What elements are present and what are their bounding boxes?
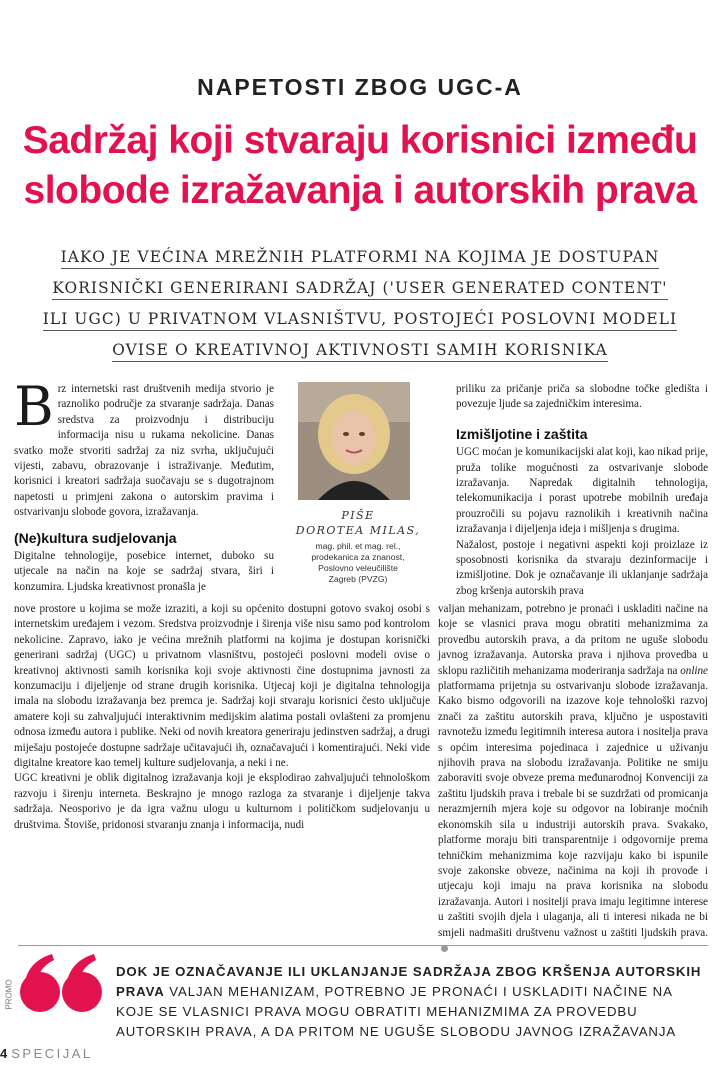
- kicker: NAPETOSTI ZBOG UGC-A: [197, 74, 523, 100]
- author-photo-illustration: [298, 382, 410, 500]
- deck-line-3: ILI UGC) U PRIVATNOM VLASNIŠTVU, POSTOJEĆI POSLOVNI MODELI: [43, 310, 677, 331]
- subhead-izmisljotine: Izmišljotine i zaštita: [456, 425, 588, 442]
- pullquote-bold: DOK JE OZNAČAVANJE ILI UKLANJANJE SADRŽAJA ZBOG KRŠENJA AUTORSKIH PRAVA: [116, 964, 702, 999]
- deck: [40, 242, 680, 366]
- author-photo: [298, 382, 410, 500]
- section1-wide-paragraph: nove prostore u kojima se može izraziti, a koji su općenito dostupni gotovo svakoj osobi s internetskim uređajem i vezom. Sredstva proizvodnje i širenja više nisu samo pod kontrolom nekolicine. Zapravo, iako je većina mrežnih platformi na kojima je dostupan korisnički generirani sadržaj (UGC) u privatnom vlasništvu, postojeći poslovni modeli ovise o kreativnoj aktivnosti samih korisnika koji svoje aktivnosti čine dostupnima javnosti za konzumaciju i dijeljenje od strane drugih korisnika. Utjecaj koji je digitalna tehnologija imala na slobodu izražavanja bez premca je. Sadržaj koji stvaraju korisnici često uključuje amatere koji su zahvaljujući interaktivnim medijskim alatima postali ovlašteni za promjenu odnosa između autora i publike. Neki od novih kreatora generiraju jedinstven sadržaj, a drugi miješaju postojeće dostupne sadržaje učitavajući ih, označavajući i komentirajući. Neki vide digitalne kreatore kao temelj kulture sudjelovanja, a neki i ne.: [14, 603, 430, 770]
- dropcap: B: [14, 375, 54, 438]
- section1-narrow: Digitalne tehnologije, posebice internet, duboko su utjecale na način na koje se sadržaj stvara, širi i konzumira. Ljudska kreativnost pronašla je: [14, 550, 274, 593]
- author-name: DOROTEA MILAS,: [295, 524, 421, 537]
- right-continuation: priliku za pričanje priča sa slobodne točke gledišta i povezuje ljude sa zajedničkim interesima.: [456, 383, 708, 411]
- right-paragraph-2: Nažalost, postoje i negativni aspekti koji proizlaze iz sposobnosti korisnika da stvaraju dezinformacije i izmišljotine. Dok je označavanje ili uklanjanje sadržaja zbog kršenja autorskih prava: [456, 538, 708, 597]
- deck-line-1: IAKO JE VEĆINA MREŽNIH PLATFORMI NA KOJIMA JE DOSTUPAN: [61, 248, 660, 269]
- section1-wide: [14, 602, 430, 833]
- right-wide: [438, 602, 708, 956]
- byline-label: PIŠE: [341, 509, 375, 522]
- subhead-nekultura: (Ne)kultura sudjelovanja: [14, 529, 177, 546]
- side-label: PROMO: [4, 979, 14, 1010]
- author-credentials: mag. phil. et mag. rel., prodekanica za znanost, Poslovno veleučilište Zagreb (PVZG): [311, 541, 405, 584]
- headline-line-2: slobode izražavanja i autorskih prava: [23, 169, 697, 212]
- intro-paragraph: Brz internetski rast društvenih medija stvorio je raznoliko područje za stvaranje sadržaja. Danas sredstva za proizvodnju i distribuciju informacija nisu u rukama nekolicine. Danas svatko može stvoriti sadržaj za niz svrha, uključujući vijesti, zabavu, obrazovanje i istraživanje. Međutim, korisnici i kreatori sadržaja suočavaju se s dugotrajnom napetosti u primjeni zakona o autorskim pravima i ostvarivanju slobode govora, izražavanja.: [14, 375, 274, 519]
- byline: [288, 508, 428, 585]
- pullquote-rest: VALJAN MEHANIZAM, POTREBNO JE PRONAĆI I USKLADITI NAČINE NA KOJE SE VLASNICI PRAVA MOGU OBRATITI MEHANIZMIMA ZA PROVEDBU AUTORSKIH PRAVA, A DA PRITOM NE UGUŠE SLOBODU JAVNOG IZRAŽAVANJA: [116, 984, 677, 1039]
- section-label: SPECIJAL: [11, 1046, 93, 1061]
- right-wide-paragraph: valjan mehanizam, potrebno je pronaći i uskladiti načine na koje se vlasnici prava mogu obratiti mehanizmima za provedbu autorskih prava, a da pritom ne uguše slobodu javnog izražavanja. Autorska prava i njihova provedba u sklopu različitih mehanizama moderiranja sadržaja na online platformama prijetnja su ostvarivanju slobode izražavanja. Kako bismo odgovorili na izazove koje tehnološki razvoj znači za zaštitu autorskih prava, ključno je uspostaviti ravnotežu između legitimnih interesa autora i nositelja prava s općim interesima pojedinaca i zajednice u uživanju njihovih prava na slobodu izražavanja. Politike ne smiju zaboraviti svoje obveze prema međunarodnoj Konvenciji za zaštitu ljudskih prava i trebale bi se suzdržati od promicanja nerazmjernih mjera koje su odgovor na lobiranje moćnih ekonomskih sila u industriji autorskih prava. Svakako, platforme moraju biti transparentnije i odgovornije prema tehničkim mehanizmima koje razvijaju kako bi ispunile svoje zakonske obveze, načinima na koji ih provode i utjecaju koji imaju na prava korisnika na slobodu izražavanja. Autori i nositelji prava imaju legitimne interese u zaštiti svojih djela i ulaganja, ali ti interesi nikada ne bi smjeli nadmašiti društvenu važnost u zaštiti ljudskih prava.: [438, 602, 708, 956]
- quote-mark-icon: [14, 948, 106, 1023]
- deck-line-4: OVISE O KREATIVNOJ AKTIVNOSTI SAMIH KORISNIKA: [112, 341, 608, 362]
- deck-line-2: KORISNIČKI GENERIRANI SADRŽAJ ('USER GENERATED CONTENT': [52, 279, 667, 300]
- folio: [0, 1046, 93, 1061]
- pullquote: [116, 962, 706, 1042]
- column-right: [456, 382, 708, 599]
- online-word: online: [680, 664, 708, 677]
- headline: [10, 116, 710, 216]
- headline-line-1: Sadržaj koji stvaraju korisnici između: [22, 119, 698, 162]
- right-paragraph-1: UGC moćan je komunikacijski alat koji, kao nikad prije, pruža tolike mogućnosti za ostvarivanje slobode izražavanja. Napredak digitalnih tehnologija, telekomunikacija i porast upotrebe mobilnih uređaja prouzročili su pojavu raznolikih i kreativnih načina izražavanja i dijeljenja ideja i mišljenja s drugima.: [456, 446, 708, 536]
- column-left: [14, 375, 274, 595]
- page-number: 4: [0, 1046, 8, 1061]
- section1-paragraph-2: UGC kreativni je oblik digitalnog izražavanja koji je eksplodirao zahvaljujući tehnološkom razvoju i širenju interneta. Beskrajno je mnogo razloga za stvaranje i dijeljenje takva sadržaja. Neosporivo je da igra važnu ulogu u kulturnom i političkom sudjelovanju u društvima. Štoviše, pridonosi stvaranju znanja i informacija, nudi: [14, 772, 430, 831]
- pullquote-rule: [18, 945, 708, 946]
